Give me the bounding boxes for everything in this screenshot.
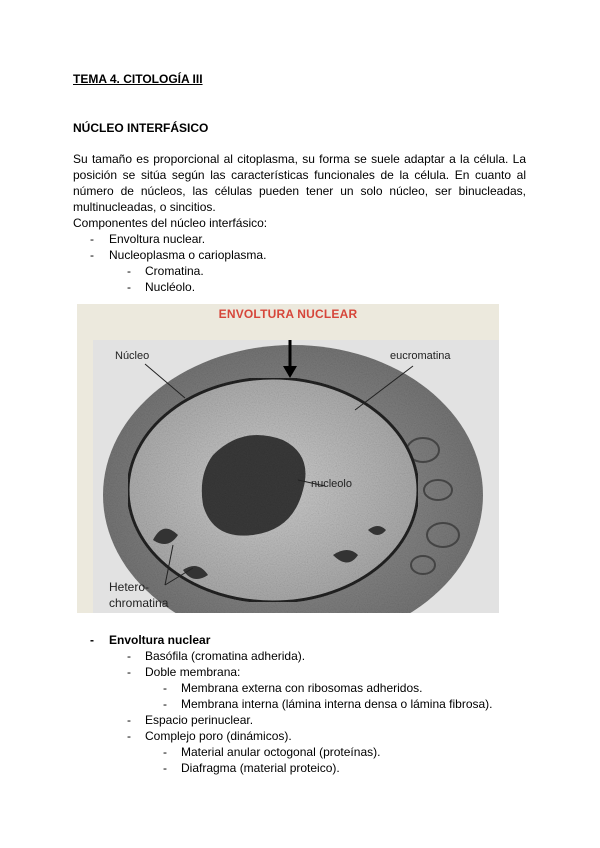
intro-paragraph [73,151,526,215]
micrograph-drawing [93,340,499,613]
list-item: Membrana externa con ribosomas adheridos. [181,681,423,695]
list-item: Nucléolo. [145,280,196,294]
list-item: Espacio perinuclear. [145,713,254,727]
label-hetero-line1: Hetero- [109,580,150,594]
list-bullet: - [127,665,131,679]
paragraph-line: Su tamaño es proporcional al citoplasma, su forma se suele adaptar a la célula. La [73,152,526,166]
list-bullet: - [90,248,94,262]
list-bullet: - [127,713,131,727]
list-item: Basófila (cromatina adherida). [145,649,306,663]
list-bullet: - [90,232,94,246]
paragraph-line: número de núcleos, las células pueden tener un solo núcleo, ser binucleadas, [73,184,526,198]
list-item: Membrana interna (lámina interna densa o lámina fibrosa). [181,697,493,711]
list-bullet: - [163,745,167,759]
micrograph-image [93,340,499,613]
paragraph-line: multinucleadas, o sincitios. [73,200,216,214]
list-item: Envoltura nuclear. [109,232,206,246]
paragraph-line: posición se sitúa según las características funcionales de la célula. En cuanto al [73,168,526,182]
envoltura-heading: Envoltura nuclear [109,633,211,647]
label-nucleo: Núcleo [115,350,150,362]
label-hetero-line2: chromatina [109,596,169,610]
label-nucleolo: nucleolo [311,478,352,490]
list-item: Diafragma (material proteico). [181,761,340,775]
label-eucromatina: eucromatina [390,350,451,362]
components-intro: Componentes del núcleo interfásico: [73,216,268,230]
list-item: Material anular octogonal (proteínas). [181,745,381,759]
section-heading: NÚCLEO INTERFÁSICO [73,121,209,135]
document-title: TEMA 4. CITOLOGÍA III [73,72,203,86]
list-bullet: - [163,697,167,711]
list-bullet: - [163,681,167,695]
nuclear-envelope-figure [77,304,499,613]
list-bullet: - [163,761,167,775]
list-item: Doble membrana: [145,665,241,679]
list-item: Cromatina. [145,264,204,278]
list-item: Complejo poro (dinámicos). [145,729,292,743]
list-bullet: - [90,633,94,647]
list-item: Nucleoplasma o carioplasma. [109,248,267,262]
list-bullet: - [127,264,131,278]
figure-title: ENVOLTURA NUCLEAR [218,307,358,321]
list-bullet: - [127,280,131,294]
list-bullet: - [127,729,131,743]
list-bullet: - [127,649,131,663]
